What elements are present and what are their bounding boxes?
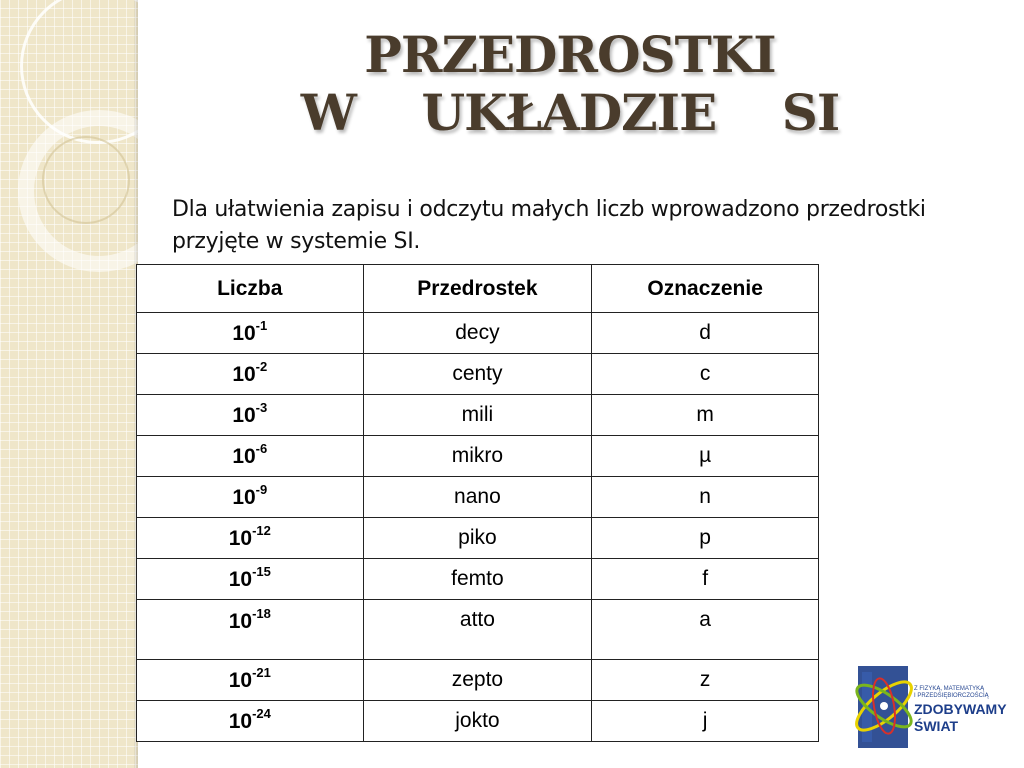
number-exponent: -2 [255,359,268,374]
prefix-cell: centy [363,354,592,395]
number-base: 10 [228,610,253,633]
logo [848,652,1020,756]
number-base: 10 [228,527,253,550]
number-exponent: -12 [252,523,271,538]
number-cell [137,518,364,559]
number-base: 10 [232,486,256,509]
logo-brand-line-2: ŚWIAT [914,718,959,734]
prefix-cell: decy [363,313,592,354]
number-cell [137,313,364,354]
decorative-ring [42,136,130,224]
table-row [137,354,819,395]
prefix-cell: atto [363,600,592,660]
prefix-cell: zepto [363,660,592,701]
prefix-cell: mili [363,395,592,436]
number-exponent: -18 [252,606,271,621]
number-base: 10 [232,404,256,427]
table-row [137,436,819,477]
slide-title-line-2: W UKŁADZIE SI [300,83,840,142]
number-exponent: -9 [255,482,268,497]
symbol-cell: j [592,701,819,742]
number-cell [137,436,364,477]
number-exponent: -21 [252,665,271,680]
number-exponent: -1 [255,318,268,333]
number-exponent: -15 [252,564,271,579]
number-cell [137,395,364,436]
table-row [137,660,819,701]
column-header-number: Liczba [137,265,364,313]
symbol-cell: z [592,660,819,701]
table-row [137,701,819,742]
table-row [137,313,819,354]
symbol-cell: c [592,354,819,395]
number-cell [137,600,364,660]
table-row [137,395,819,436]
number-cell [137,660,364,701]
table-row [137,477,819,518]
number-exponent: -3 [255,400,268,415]
logo-text [914,686,1024,734]
table-body [137,313,819,742]
symbol-cell: p [592,518,819,559]
number-cell [137,559,364,600]
number-base: 10 [228,669,253,692]
column-header-prefix: Przedrostek [363,265,592,313]
logo-brand-line-1: ZDOBYWAMY [914,701,1007,717]
symbol-cell: µ [592,436,819,477]
number-base: 10 [232,322,256,345]
prefix-cell: femto [363,559,592,600]
number-cell [137,477,364,518]
logo-tagline-line-2: I PRZEDSIĘBIORCZOŚCIĄ [914,693,989,699]
number-base: 10 [228,710,253,733]
prefix-cell: mikro [363,436,592,477]
symbol-cell: f [592,559,819,600]
number-exponent: -6 [255,441,268,456]
number-base: 10 [232,363,256,386]
table-header-row [137,265,819,313]
number-base: 10 [228,568,253,591]
number-cell [137,354,364,395]
number-base: 10 [232,445,256,468]
intro-paragraph: Dla ułatwienia zapisu i odczytu małych liczb wprowadzono przedrostki przyjęte w systemie SI. [172,197,926,254]
symbol-cell: m [592,395,819,436]
table-row [137,518,819,559]
decorative-side-strip [0,0,138,768]
prefix-cell: piko [363,518,592,559]
table-row [137,600,819,660]
si-prefix-table [136,264,819,742]
prefix-cell: jokto [363,701,592,742]
column-header-symbol: Oznaczenie [592,265,819,313]
number-cell [137,701,364,742]
slide-title [180,26,960,142]
slide-title-line-1: PRZEDROSTKI [364,25,776,84]
symbol-cell: d [592,313,819,354]
table-row [137,559,819,600]
symbol-cell: a [592,600,819,660]
logo-tagline-line-1: Z FIZYKĄ, MATEMATYKĄ [914,686,985,692]
number-exponent: -24 [252,706,271,721]
symbol-cell: n [592,477,819,518]
prefix-cell: nano [363,477,592,518]
